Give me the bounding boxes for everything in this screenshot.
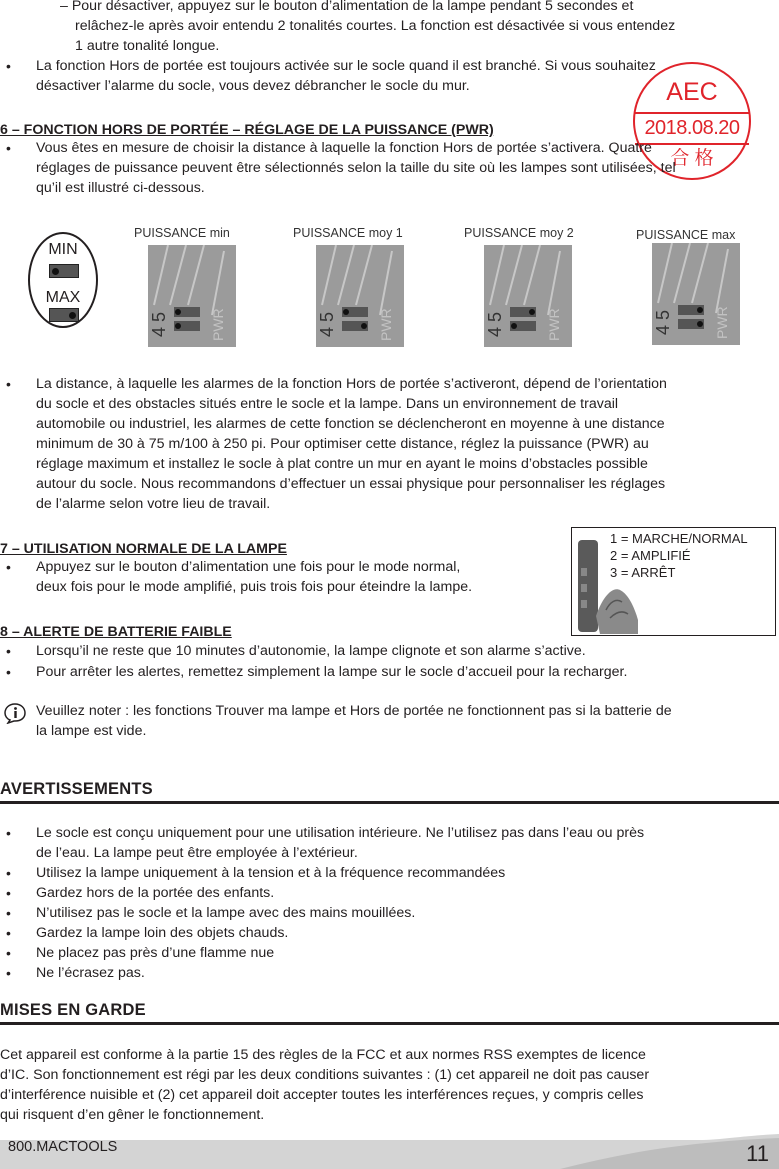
power-panel-min <box>148 245 236 347</box>
panel-label-avg2: PUISSANCE moy 2 <box>464 226 574 240</box>
section-8-bullet-2 <box>0 662 779 682</box>
note-line-1: Veuillez noter : les fonctions Trouver ma lampe et Hors de portée ne fonctionnent pas si la batterie de <box>36 703 672 719</box>
mode-1: 1 = MARCHE/NORMAL <box>610 531 748 546</box>
panel-dip-upper <box>342 307 368 317</box>
distance-line-4: minimum de 30 à 75 m/100 à 250 pi. Pour optimiser cette distance, réglez la puissance (PWR) au <box>36 436 649 452</box>
bullet-mark: • <box>6 925 11 941</box>
distance-line-5: réglage maximum et installez le socle à plat contre un mur en ayant le moins d’obstacles possible <box>36 456 648 472</box>
panel-dip-upper <box>678 305 704 315</box>
intro-dash-line-3: 1 autre tonalité longue. <box>75 38 220 54</box>
warning-item-text: Ne placez pas près d’une flamme nue <box>36 945 275 961</box>
section-7-line-1: Appuyez sur le bouton d’alimentation une fois pour le mode normal, <box>36 559 461 575</box>
section-7-line-2: deux fois pour le mode amplifié, puis trois fois pour éteindre la lampe. <box>36 579 473 595</box>
warning-item-text: Utilisez la lampe uniquement à la tension et à la fréquence recommandées <box>36 865 506 881</box>
cautions-line-4: qui risquent d’en gêner le fonctionnement. <box>0 1107 265 1123</box>
warning-item-text: Gardez la lampe loin des objets chauds. <box>36 925 289 941</box>
bullet-mark: • <box>6 865 11 881</box>
panel-pwr-label: PWR <box>378 308 394 341</box>
power-panel-avg1 <box>316 245 404 347</box>
warning-item-1 <box>0 823 779 863</box>
section-6-line-3: qu’il est illustré ci-dessous. <box>36 180 205 196</box>
cautions-paragraph <box>0 1045 779 1125</box>
min-max-switch-diagram <box>28 232 98 328</box>
switch-max-slot <box>49 308 79 322</box>
section-6-line-1: Vous êtes en mesure de choisir la distance à laquelle la fonction Hors de portée s’activera. Quatre <box>36 140 652 156</box>
switch-min-knob <box>52 268 59 275</box>
mode-3: 3 = ARRÊT <box>610 565 676 580</box>
warning-item <box>0 963 779 983</box>
panel-label-max: PUISSANCE max <box>636 228 736 242</box>
warnings-heading: AVERTISSEMENTS <box>0 780 153 798</box>
power-panel-avg2 <box>484 245 572 347</box>
warning-item-1-line-1: Le socle est conçu uniquement pour une utilisation intérieure. Ne l’utilisez pas dans l’eau ou près <box>36 825 645 841</box>
panel-label-min: PUISSANCE min <box>134 226 230 240</box>
warning-item-text: N’utilisez pas le socle et la lampe avec des mains mouillées. <box>36 905 416 921</box>
section-7-bullet <box>0 557 560 597</box>
cautions-line-3: d’interférence nuisible et (2) cet appareil doit accepter toutes les interférences reçues, y compris celles <box>0 1087 644 1103</box>
mode-2: 2 = AMPLIFIÉ <box>610 548 691 563</box>
section-6-bullet <box>0 138 779 198</box>
bullet-mark: • <box>6 140 11 156</box>
stamp-org: AEC <box>666 78 718 106</box>
cautions-heading: MISES EN GARDE <box>0 1001 146 1019</box>
note-line-2: la lampe est vide. <box>36 723 147 739</box>
distance-line-7: de l’alarme selon votre lieu de travail. <box>36 496 271 512</box>
info-icon <box>3 702 27 724</box>
panel-dip-lower <box>342 321 368 331</box>
distance-line-6: autour du socle. Nous recommandons d’effectuer un essai physique pour personnaliser les réglages <box>36 476 666 492</box>
distance-bullet <box>0 374 779 514</box>
bullet-mark: • <box>6 905 11 921</box>
panel-digits: 4 5 <box>149 311 169 337</box>
bullet-mark: • <box>6 825 11 841</box>
panel-digits: 4 5 <box>317 311 337 337</box>
section-6-heading: 6 – FONCTION HORS DE PORTÉE – RÉGLAGE DE LA PUISSANCE (PWR) <box>0 122 494 138</box>
panel-pwr-label: PWR <box>210 308 226 341</box>
intro-dash-line-1: – Pour désactiver, appuyez sur le bouton d’alimentation de la lampe pendant 5 secondes et <box>60 0 634 14</box>
warning-item-text: Ne l’écrasez pas. <box>36 965 145 981</box>
warning-item-text: Gardez hors de la portée des enfants. <box>36 885 275 901</box>
panel-dip-lower <box>510 321 536 331</box>
cautions-line-2: d’IC. Son fonctionnement est régi par les deux conditions suivantes : (1) cet appareil ne doit pas causer <box>0 1067 650 1083</box>
distance-line-2: du socle et des obstacles situés entre le socle et la lampe. Dans un environnement de travail <box>36 396 619 412</box>
bullet-mark: • <box>6 58 11 74</box>
section-8-bullet-1 <box>0 641 779 661</box>
bullet-mark: • <box>6 965 11 981</box>
intro-dash-line-2: relâchez-le après avoir entendu 2 tonalités courtes. La fonction est désactivée si vous entendez <box>75 18 676 34</box>
panel-pwr-label: PWR <box>714 306 730 339</box>
cautions-rule <box>0 1022 779 1025</box>
panel-dip-upper <box>510 307 536 317</box>
section-8-heading: 8 – ALERTE DE BATTERIE FAIBLE <box>0 624 232 640</box>
footer-phone: 800.MACTOOLS <box>8 1139 118 1155</box>
section-6-line-2: réglages de puissance peuvent être sélectionnés selon la taille du site où les lampes sont utilisées, tel <box>36 160 676 176</box>
panel-dip-upper <box>174 307 200 317</box>
bullet-mark: • <box>6 945 11 961</box>
switch-min-slot <box>49 264 79 278</box>
switch-max-label: MAX <box>45 289 81 306</box>
bullet-mark: • <box>6 664 11 680</box>
panel-dip-lower <box>678 319 704 329</box>
bullet-mark: • <box>6 643 11 659</box>
panel-digits: 4 5 <box>653 309 673 335</box>
bullet-mark: • <box>6 559 11 575</box>
section-8-text-1: Lorsqu’il ne reste que 10 minutes d’autonomie, la lampe clignote et son alarme s’active. <box>36 643 586 659</box>
cautions-line-1: Cet appareil est conforme à la partie 15 des règles de la FCC et aux normes RSS exemptes de licence <box>0 1047 646 1063</box>
distance-line-3: automobile ou industriel, les alarmes de cette fonction se déclencheront en moyenne à une distance <box>36 416 665 432</box>
panel-label-avg1: PUISSANCE moy 1 <box>293 226 403 240</box>
panel-digits: 4 5 <box>485 311 505 337</box>
warning-item <box>0 883 779 903</box>
bullet-mark: • <box>6 376 11 392</box>
distance-line-1: La distance, à laquelle les alarmes de la fonction Hors de portée s’activeront, dépend de l’orientation <box>36 376 667 392</box>
switch-max-knob <box>69 312 76 319</box>
warning-item <box>0 863 779 883</box>
warning-item <box>0 903 779 923</box>
section-8-text-2: Pour arrêter les alertes, remettez simplement la lampe sur le socle d’accueil pour la recharger. <box>36 664 628 680</box>
power-panel-max <box>652 243 740 345</box>
intro-bullet-line-2: désactiver l’alarme du socle, vous devez débrancher le socle du mur. <box>36 78 470 94</box>
stamp-chars: 合 格 <box>670 148 714 169</box>
warning-item <box>0 943 779 963</box>
warning-item-1-line-2: de l’eau. La lampe peut être employée à l’extérieur. <box>36 845 358 861</box>
warnings-rule <box>0 801 779 804</box>
intro-dash-item <box>60 0 775 56</box>
stamp-date: 2018.08.20 <box>644 117 740 139</box>
bullet-mark: • <box>6 885 11 901</box>
section-7-heading: 7 – UTILISATION NORMALE DE LA LAMPE <box>0 541 287 557</box>
note-block <box>0 701 779 743</box>
panel-dip-lower <box>174 321 200 331</box>
lamp-mode-box <box>571 527 776 636</box>
warning-item <box>0 923 779 943</box>
panel-pwr-label: PWR <box>546 308 562 341</box>
footer-bar <box>0 1134 779 1169</box>
switch-min-label: MIN <box>48 241 78 258</box>
page-number: 11 <box>746 1141 769 1166</box>
stamp-divider-top <box>635 112 749 114</box>
intro-bullet-line-1: La fonction Hors de portée est toujours activée sur le socle quand il est branché. Si vous souhaitez <box>36 58 656 74</box>
